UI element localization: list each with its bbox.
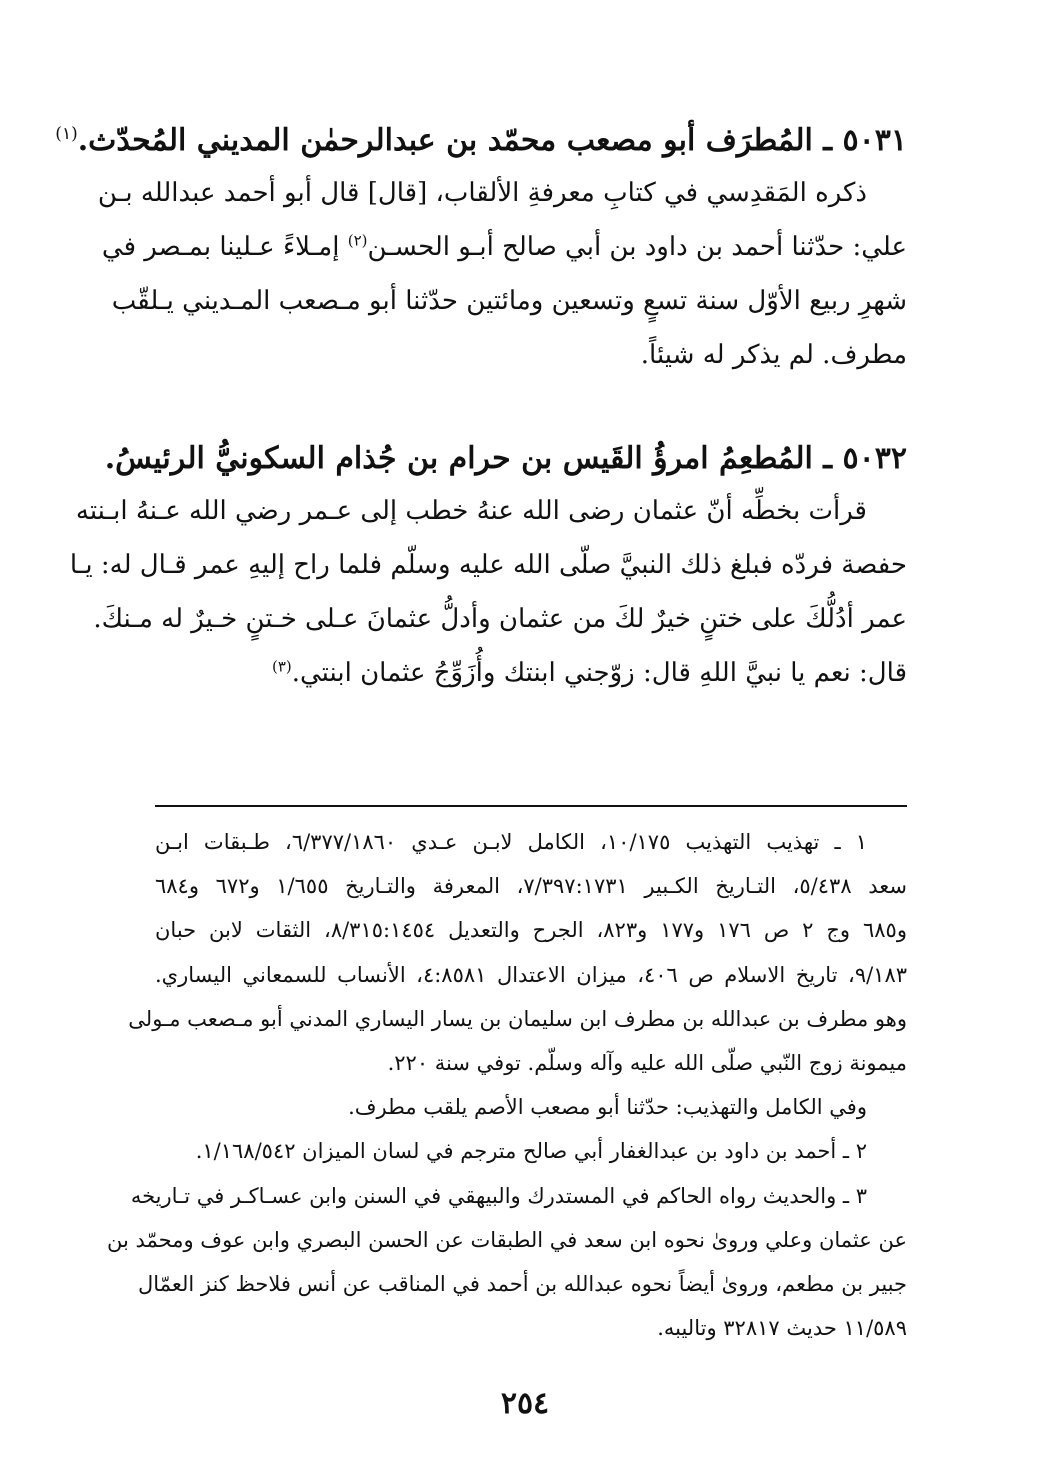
footnote-line: ١١/٥٨٩ حديث ٣٢٨١٧ وتاليبه. (657, 1316, 907, 1341)
footnote-line: ٣ ـ والحديث رواه الحاكم في المستدرك والبيهقي في السنن وابن عسـاكـر في تـاريخه (130, 1183, 867, 1208)
footnote-line: عن عثمان وعلي وروىٰ نحوه ابن سعد في الطبقات عن الحسن البصري وابن عوف ومحمّد بن (107, 1227, 907, 1252)
text-line: شهرِ ربيع الأوّل سنة تسعٍ وتسعين ومائتين حدّثنا أبو مـصعب المـديني يـلقّب (111, 286, 907, 316)
text-line: قرأت بخطِّه أنّ عثمان رضى الله عنهُ خطب إلى عـمر رضي الله عـنهُ ابـنته (75, 496, 867, 526)
entry-title (55, 116, 907, 166)
footnote-divider (155, 805, 907, 807)
page-number: ٢٥٤ (500, 1386, 550, 1421)
entry-title-text: ٥٠٣١ ـ المُطرَف أبو مصعب محمّد بن عبدالرحمٰن المديني المُحدّث. (77, 123, 907, 158)
text-line: عمر أدُلُّكَ على ختنٍ خيرٌ لكَ من عثمان وأدلُّ عثمانَ عـلى خـتنٍ خـيرٌ له مـنكَ. (93, 604, 907, 634)
footnote-line: ميمونة زوج النّبي صلّى الله عليه وآله وسلّم. توفي سنة ٢٢٠. (387, 1050, 907, 1075)
footnote-marker: (١) (55, 124, 78, 144)
footnote-marker: (٣) (271, 657, 292, 676)
footnote-line: و٦٨٥ وج ٢ ص ١٧٦ و١٧٧ و٨٢٣، الجرح والتعديل ٨/٣١٥:١٤٥٤، الثقات لابن حبان (155, 918, 907, 943)
footnotes (107, 820, 908, 1350)
footnote-marker: (٢) (347, 231, 368, 250)
text-line (101, 220, 907, 274)
footnote-line: ٩/١٨٣، تاريخ الاسلام ص ٤٠٦، ميزان الاعتدال ٤:٨٥٨١، الأنساب للسمعاني اليساري. (155, 962, 908, 987)
entry-title: ٥٠٣٢ ـ المُطعِمُ امرؤُ القَيس بن حرام بن جُذام السكونيُّ الرئيسُ. (104, 441, 907, 476)
footnote-line: وهو مطرف بن عبدالله بن مطرف ابن سليمان بن يسار اليساري المدني أبو مـصعب مـولى (128, 1006, 907, 1031)
footnote-line: ٢ ـ أحمد بن داود بن عبدالغفار أبي صالح مترجم في لسان الميزان ١/١٦٨/٥٤٢. (195, 1139, 867, 1164)
entry-5031 (55, 116, 907, 382)
text-line: ذكره المَقدِسي في كتابِ معرفةِ الألقاب، [قال] قال أبو أحمد عبدالله بـن (97, 178, 867, 208)
text-line (155, 646, 907, 700)
text-fragment: قال: نعم يا نبيَّ اللهِ قال: زوّجني ابنتك وأُزَوِّجُ عثمان ابنتي. (291, 658, 907, 688)
entry-5032 (69, 434, 907, 700)
text-line: مطرف. لم يذكر له شيئاً. (640, 340, 907, 370)
text-line: حفصة فردّه فبلغ ذلك النبيَّ صلّى الله عليه وسلّم فلما راح إليهِ عمر قـال له: يـا (69, 550, 907, 580)
footnote-line: ١ ـ تهذيب التهذيب ١٠/١٧٥، الكامل لابـن عـدي ٦/٣٧٧/١٨٦٠، طـبقات ابـن (155, 830, 867, 854)
text-fragment: إمـلاءً عـلينا بمـصر في (101, 232, 340, 262)
footnote-line: وفي الكامل والتهذيب: حدّثنا أبو مصعب الأصم يلقب مطرف. (348, 1095, 867, 1120)
footnote-line: سعد ٥/٤٣٨، التـاريخ الكـبير ٧/٣٩٧:١٧٣١، المعرفة والتـاريخ ١/٦٥٥ و٦٧٢ و٦٨٤ (155, 874, 908, 899)
footnote-line: جبير بن مطعم، وروىٰ أيضاً نحوه عبدالله بن أحمد في المناقب عن أنس فلاحظ كنز العمّال (138, 1271, 907, 1296)
text-fragment: علي: حدّثنا أحمد بن داود بن أبي صالح أبـو الحسـن (367, 232, 907, 262)
